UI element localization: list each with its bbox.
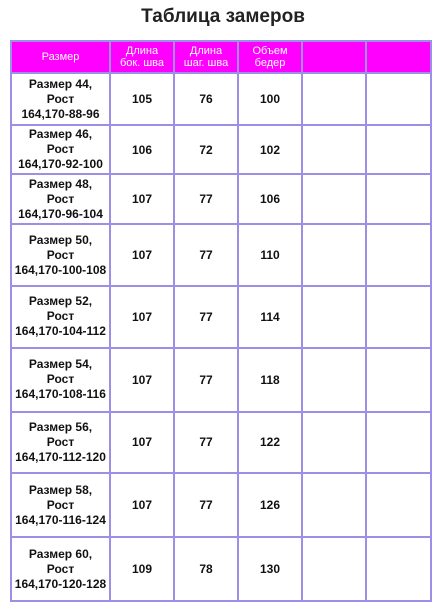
empty-cell <box>303 126 365 172</box>
inseam-length-cell: 72 <box>175 126 237 172</box>
empty-cell <box>367 287 430 347</box>
header-inseam-length: Длина шаг. шва <box>175 42 237 72</box>
inseam-length-cell: 76 <box>175 74 237 124</box>
hips-cell: 100 <box>239 74 301 124</box>
empty-cell <box>367 225 430 285</box>
hips-cell: 114 <box>239 287 301 347</box>
hips-cell: 126 <box>239 474 301 536</box>
size-line: Рост <box>46 309 75 324</box>
size-cell <box>12 287 109 347</box>
size-line: Размер 56, <box>28 419 93 434</box>
hips-cell: 118 <box>239 349 301 411</box>
size-cell <box>12 74 109 124</box>
side-length-cell: 107 <box>111 225 173 285</box>
side-length-cell: 107 <box>111 287 173 347</box>
size-line: 164,170-92-100 <box>18 157 103 172</box>
size-line: Размер 58, <box>28 482 93 497</box>
empty-cell <box>303 74 365 124</box>
empty-cell <box>303 538 365 600</box>
size-line: Рост <box>46 561 75 576</box>
inseam-length-cell: 77 <box>175 287 237 347</box>
empty-cell <box>367 413 430 473</box>
empty-cell <box>303 175 365 223</box>
empty-cell <box>367 349 430 411</box>
size-cell <box>12 175 109 223</box>
size-line: Размер 48, <box>28 176 93 191</box>
table-row <box>12 474 430 536</box>
size-line: Рост <box>46 91 75 106</box>
table-row <box>12 225 430 285</box>
size-line: Рост <box>46 247 75 262</box>
size-line: 164,170-112-120 <box>15 449 106 464</box>
empty-cell <box>367 175 430 223</box>
header-empty <box>367 42 430 72</box>
size-line: Размер 44, <box>28 76 93 91</box>
size-line: Рост <box>46 191 75 206</box>
size-line: Размер 52, <box>28 294 93 309</box>
size-cell <box>12 225 109 285</box>
empty-cell <box>303 413 365 473</box>
empty-cell <box>367 474 430 536</box>
size-cell <box>12 126 109 172</box>
table-row <box>12 126 430 172</box>
size-line: 164,170-108-116 <box>15 387 106 402</box>
side-length-cell: 105 <box>111 74 173 124</box>
size-line: Рост <box>46 372 75 387</box>
size-line: Рост <box>46 434 75 449</box>
empty-cell <box>303 225 365 285</box>
size-line: Размер 60, <box>28 546 93 561</box>
side-length-cell: 107 <box>111 175 173 223</box>
hips-cell: 110 <box>239 225 301 285</box>
inseam-length-cell: 78 <box>175 538 237 600</box>
table-row <box>12 175 430 223</box>
size-line: Размер 46, <box>28 127 93 142</box>
inseam-length-cell: 77 <box>175 175 237 223</box>
table-row <box>12 74 430 124</box>
header-size: Размер <box>12 42 109 72</box>
empty-cell <box>303 349 365 411</box>
size-line: 164,170-96-104 <box>18 206 103 221</box>
size-line: 164,170-116-124 <box>15 512 106 527</box>
size-cell <box>12 538 109 600</box>
empty-cell <box>367 74 430 124</box>
size-line: 164,170-104-112 <box>15 324 106 339</box>
header-empty <box>303 42 365 72</box>
size-line: 164,170-88-96 <box>21 106 100 121</box>
size-line: 164,170-120-128 <box>14 576 107 591</box>
side-length-cell: 106 <box>111 126 173 172</box>
side-length-cell: 107 <box>111 413 173 473</box>
hips-cell: 130 <box>239 538 301 600</box>
empty-cell <box>367 126 430 172</box>
empty-cell <box>367 538 430 600</box>
header-row <box>12 42 430 72</box>
size-cell <box>12 413 109 473</box>
table-row <box>12 413 430 473</box>
empty-cell <box>303 287 365 347</box>
table-row <box>12 287 430 347</box>
header-side-length: Длина бок. шва <box>111 42 173 72</box>
size-line: Рост <box>46 142 75 157</box>
page-title: Таблица замеров <box>141 6 305 27</box>
size-line: Размер 54, <box>28 357 93 372</box>
size-line: Размер 50, <box>28 232 93 247</box>
table-row <box>12 349 430 411</box>
inseam-length-cell: 77 <box>175 349 237 411</box>
measurements-table <box>10 40 432 602</box>
table-row <box>12 538 430 600</box>
inseam-length-cell: 77 <box>175 474 237 536</box>
empty-cell <box>303 474 365 536</box>
size-line: 164,170-100-108 <box>14 262 107 277</box>
side-length-cell: 107 <box>111 474 173 536</box>
size-line: Рост <box>46 497 75 512</box>
size-cell <box>12 349 109 411</box>
side-length-cell: 107 <box>111 349 173 411</box>
size-cell <box>12 474 109 536</box>
inseam-length-cell: 77 <box>175 225 237 285</box>
header-hips: Объем бедер <box>239 42 301 72</box>
inseam-length-cell: 77 <box>175 413 237 473</box>
hips-cell: 106 <box>239 175 301 223</box>
side-length-cell: 109 <box>111 538 173 600</box>
hips-cell: 102 <box>239 126 301 172</box>
hips-cell: 122 <box>239 413 301 473</box>
